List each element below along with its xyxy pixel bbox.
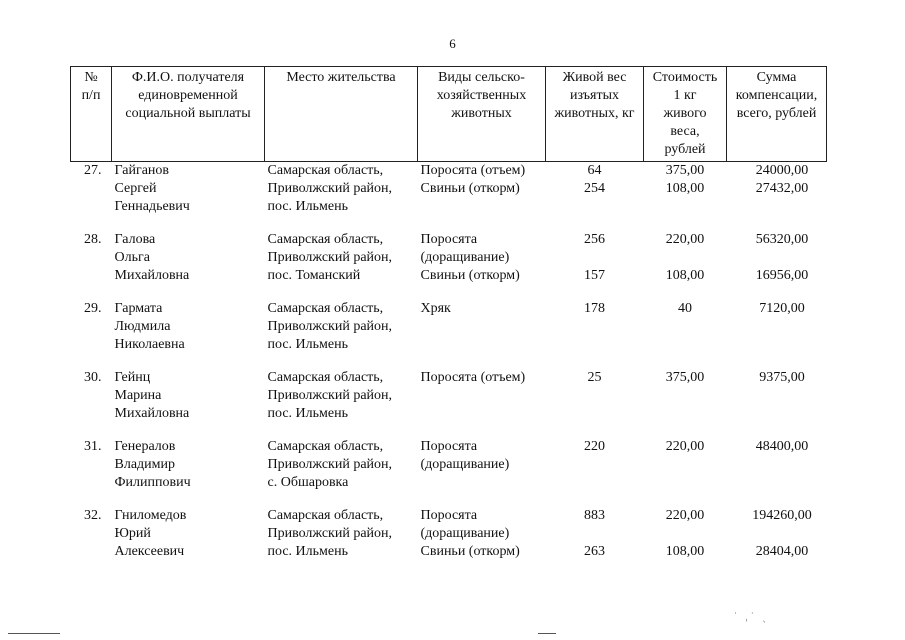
sum-line: 7120,00 [759, 301, 805, 316]
place-line: Приволжский район, [267, 319, 393, 334]
kind-line: Поросята [420, 508, 478, 523]
cell-name [112, 438, 265, 507]
price-line: 375,00 [665, 163, 705, 178]
cell-price [644, 438, 727, 507]
price-line [647, 474, 724, 492]
price-line: 220,00 [665, 508, 705, 523]
weight-line [549, 456, 641, 474]
header-text: изъятых [570, 88, 619, 103]
cell-kind [418, 231, 546, 300]
kind-line [421, 198, 543, 216]
header-place [265, 67, 418, 162]
place-line: Самарская область, [267, 301, 384, 316]
name-line: Сергей [114, 181, 157, 196]
header-text: хозяйственных [436, 88, 527, 103]
place-line: Приволжский район, [267, 526, 393, 541]
kind-line: Свиньи (откорм) [420, 268, 520, 283]
cell-kind [418, 507, 546, 567]
place-line: пос. Ильмень [267, 337, 348, 352]
weight-line: 254 [584, 181, 605, 196]
place-line: пос. Ильмень [267, 199, 348, 214]
place-line: Самарская область, [267, 508, 384, 523]
header-text: Сумма [756, 70, 797, 85]
sum-line [741, 405, 824, 423]
sum-line [741, 387, 824, 405]
cell-name [112, 231, 265, 300]
weight-line: 883 [584, 508, 605, 523]
kind-line: (доращивание) [420, 250, 510, 265]
weight-line: 64 [587, 163, 602, 178]
price-line: 108,00 [665, 268, 705, 283]
cell-place [265, 162, 418, 232]
place-line: Приволжский район, [267, 181, 393, 196]
kind-line: Хряк [420, 301, 451, 316]
sum-line [741, 456, 824, 474]
table-row [71, 300, 827, 369]
place-line: Самарская область, [267, 232, 384, 247]
kind-line: (доращивание) [420, 457, 510, 472]
cell-place [265, 507, 418, 567]
header-text: Живой вес [562, 70, 627, 85]
price-line: 108,00 [665, 181, 705, 196]
cell-price [644, 507, 727, 567]
header-num [71, 67, 112, 162]
place-line: пос. Ильмень [267, 544, 348, 559]
cell-sum [727, 438, 827, 507]
price-line: 108,00 [665, 544, 705, 559]
kind-line [421, 405, 543, 423]
cell-weight [546, 162, 644, 232]
row-number: 27. [84, 163, 102, 178]
name-line: Михайловна [114, 406, 190, 421]
cell-sum [727, 507, 827, 567]
price-line: 375,00 [665, 370, 705, 385]
cell-num [71, 507, 112, 567]
cell-name [112, 162, 265, 232]
cell-price [644, 369, 727, 438]
kind-line: Поросята [420, 232, 478, 247]
name-line: Михайловна [114, 268, 190, 283]
scan-artifact-mark: ˙ ˌ˙ ˎ [733, 612, 770, 623]
sum-line [741, 318, 824, 336]
row-number: 30. [84, 370, 102, 385]
header-text: Место жительства [286, 70, 396, 85]
weight-line [549, 474, 641, 492]
sum-line: 48400,00 [755, 439, 809, 454]
header-text: п/п [81, 88, 101, 103]
place-line: Самарская область, [267, 370, 384, 385]
cell-sum [727, 300, 827, 369]
cell-kind [418, 438, 546, 507]
name-line: Юрий [114, 526, 151, 541]
sum-line: 194260,00 [752, 508, 812, 523]
sum-line [741, 249, 824, 267]
place-line: с. Обшаровка [267, 475, 349, 490]
place-line: Самарская область, [267, 439, 384, 454]
cell-weight [546, 231, 644, 300]
cell-price [644, 231, 727, 300]
header-text: животных [451, 106, 512, 121]
name-line: Геннадьевич [114, 199, 190, 214]
header-text: веса, [670, 124, 700, 139]
price-line: 220,00 [665, 439, 705, 454]
cell-weight [546, 369, 644, 438]
cell-num [71, 162, 112, 232]
name-line: Гниломедов [114, 508, 187, 523]
sum-line: 24000,00 [755, 163, 809, 178]
name-line: Гармата [114, 301, 163, 316]
place-line: пос. Томанский [267, 268, 361, 283]
price-line [647, 198, 724, 216]
weight-line: 220 [584, 439, 605, 454]
cell-weight [546, 300, 644, 369]
price-line [647, 525, 724, 543]
scan-artifact-line [8, 633, 60, 634]
weight-line: 25 [587, 370, 602, 385]
header-weight [546, 67, 644, 162]
kind-line [421, 474, 543, 492]
sum-line [741, 336, 824, 354]
place-line: Приволжский район, [267, 250, 393, 265]
cell-price [644, 162, 727, 232]
cell-kind [418, 369, 546, 438]
header-kind [418, 67, 546, 162]
name-line: Николаевна [114, 337, 185, 352]
kind-line [421, 387, 543, 405]
name-line: Генералов [114, 439, 176, 454]
sum-line: 27432,00 [755, 181, 809, 196]
sum-line: 9375,00 [759, 370, 805, 385]
header-text: социальной выплаты [125, 106, 251, 121]
cell-price [644, 300, 727, 369]
kind-line: Поросята (отъем) [420, 370, 526, 385]
cell-name [112, 507, 265, 567]
header-text: единовременной [138, 88, 238, 103]
sum-line: 16956,00 [755, 268, 809, 283]
cell-place [265, 369, 418, 438]
price-line [647, 318, 724, 336]
name-line: Галова [114, 232, 156, 247]
sum-line [741, 198, 824, 216]
name-line: Людмила [114, 319, 171, 334]
weight-line [549, 198, 641, 216]
header-text: Виды сельско- [438, 70, 525, 85]
name-line: Филиппович [114, 475, 191, 490]
header-price [644, 67, 727, 162]
price-line [647, 336, 724, 354]
cell-kind [418, 162, 546, 232]
cell-place [265, 438, 418, 507]
kind-line: Поросята [420, 439, 478, 454]
table-row [71, 162, 827, 232]
header-text: животных, кг [554, 106, 635, 121]
price-line [647, 405, 724, 423]
header-text: компенсации, [735, 88, 818, 103]
sum-line: 28404,00 [755, 544, 809, 559]
price-line [647, 456, 724, 474]
weight-line [549, 525, 641, 543]
cell-name [112, 369, 265, 438]
header-text: 1 кг [673, 88, 697, 103]
header-text: всего, рублей [736, 106, 817, 121]
row-number: 29. [84, 301, 102, 316]
header-text: Ф.И.О. получателя [131, 70, 245, 85]
weight-line: 263 [584, 544, 605, 559]
cell-sum [727, 162, 827, 232]
cell-num [71, 438, 112, 507]
name-line: Марина [114, 388, 162, 403]
scan-artifact-line [538, 633, 556, 634]
kind-line: Свиньи (откорм) [420, 544, 520, 559]
price-line [647, 387, 724, 405]
kind-line [421, 336, 543, 354]
cell-num [71, 369, 112, 438]
price-line: 220,00 [665, 232, 705, 247]
compensation-table [70, 66, 827, 567]
header-sum [727, 67, 827, 162]
name-line: Гайганов [114, 163, 170, 178]
weight-line [549, 336, 641, 354]
cell-place [265, 231, 418, 300]
place-line: Приволжский район, [267, 388, 393, 403]
cell-place [265, 300, 418, 369]
row-number: 32. [84, 508, 102, 523]
header-name [112, 67, 265, 162]
cell-num [71, 300, 112, 369]
header-text: Стоимость [652, 70, 718, 85]
cell-name [112, 300, 265, 369]
place-line: Самарская область, [267, 163, 384, 178]
weight-line: 178 [584, 301, 605, 316]
weight-line [549, 387, 641, 405]
header-text: живого [663, 106, 707, 121]
row-number: 28. [84, 232, 102, 247]
sum-line: 56320,00 [755, 232, 809, 247]
name-line: Гейнц [114, 370, 151, 385]
place-line: пос. Ильмень [267, 406, 348, 421]
kind-line [421, 318, 543, 336]
cell-weight [546, 507, 644, 567]
table-row [71, 438, 827, 507]
table-header [71, 67, 827, 162]
weight-line: 256 [584, 232, 605, 247]
page-number: 6 [449, 36, 456, 51]
price-line [647, 249, 724, 267]
price-line: 40 [678, 301, 692, 316]
header-text: № [84, 70, 98, 85]
kind-line: (доращивание) [420, 526, 510, 541]
weight-line: 157 [584, 268, 605, 283]
cell-kind [418, 300, 546, 369]
name-line: Владимир [114, 457, 176, 472]
name-line: Алексеевич [114, 544, 185, 559]
table-row [71, 369, 827, 438]
weight-line [549, 318, 641, 336]
cell-num [71, 231, 112, 300]
weight-line [549, 249, 641, 267]
row-number: 31. [84, 439, 102, 454]
cell-sum [727, 369, 827, 438]
table-body [71, 162, 827, 568]
table-row [71, 231, 827, 300]
kind-line: Поросята (отъем) [420, 163, 526, 178]
name-line: Ольга [114, 250, 150, 265]
sum-line [741, 525, 824, 543]
sum-line [741, 474, 824, 492]
kind-line: Свиньи (откорм) [420, 181, 520, 196]
cell-sum [727, 231, 827, 300]
table-row [71, 507, 827, 567]
cell-weight [546, 438, 644, 507]
place-line: Приволжский район, [267, 457, 393, 472]
header-text: рублей [664, 142, 706, 157]
weight-line [549, 405, 641, 423]
